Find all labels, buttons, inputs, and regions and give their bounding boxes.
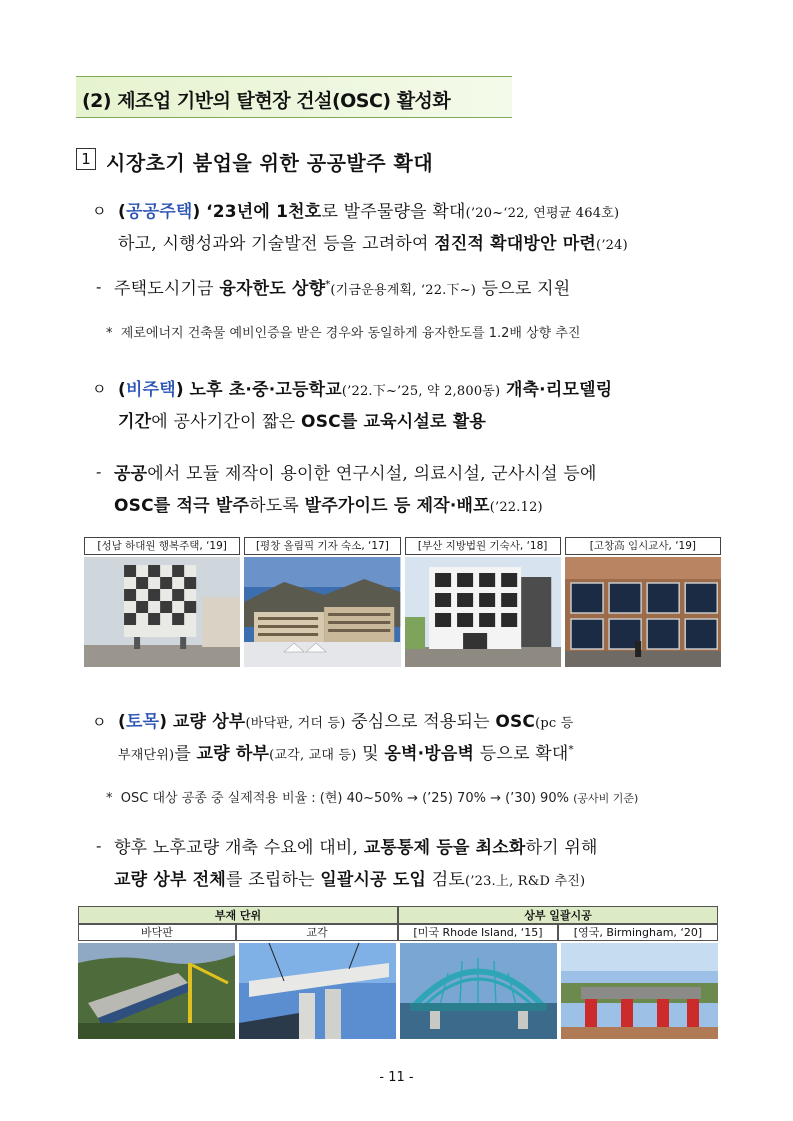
circle-bullet: ㅇ (92, 713, 107, 731)
photo-pier (239, 943, 396, 1039)
bold-text: 개축·리모델링 (505, 380, 613, 400)
photo-birmingham-bridge (561, 943, 718, 1039)
bridge-osc-table (78, 906, 718, 941)
paragraph-civil-line2 (118, 739, 574, 764)
bold-text: 일괄시공 도입 (320, 870, 427, 890)
star-bullet: * (106, 791, 113, 806)
small-text: (’23.上, R&D 추진) (465, 874, 586, 889)
bold-text: 융자한도 상향 (219, 279, 326, 299)
circle-bullet: ㅇ (92, 380, 107, 398)
table-subheader: [미국 Rhode Island, ‘15] (398, 924, 558, 941)
table-subheader: 바닥판 (78, 924, 236, 941)
bold-text: 교통통제 등을 최소화 (363, 838, 526, 858)
text: 를 (174, 744, 197, 764)
note-text: OSC 대상 공종 중 실제적용 비율 : (현) 40~50% → (’25) 70% → (’30) 90% (120, 791, 569, 806)
photo-caption: [부산 지방법원 기숙사, ‘18] (405, 537, 561, 555)
table-subheader-row (78, 924, 718, 941)
text: 등으로 확대 (474, 744, 569, 764)
bold-text: OSC를 교육시설로 활용 (301, 412, 487, 432)
footnote-zero-energy (106, 322, 581, 341)
bold-text: 공공 (114, 464, 148, 484)
tag-close: ) (192, 202, 201, 222)
paragraph-civil-line1 (118, 707, 573, 732)
note-small-text: (공사비 기준) (573, 792, 639, 805)
table-header-row (78, 906, 718, 924)
bold-text: OSC를 적극 발주 (114, 496, 250, 516)
bold-text: ‘23년에 1천호 (206, 202, 322, 222)
paragraph-public-housing-line2 (118, 229, 628, 254)
text: 하기 위해 (525, 838, 598, 858)
photo-caption: [고창高 임시교사, ‘19] (565, 537, 721, 555)
bold-text: 발주가이드 등 제작·배포 (304, 496, 490, 516)
section-title: (2) 제조업 기반의 탈현장 건설(OSC) 활성화 (82, 90, 451, 112)
page-number: - 11 - (379, 1070, 414, 1085)
paragraph-public-facilities-line2 (114, 491, 543, 516)
photo-rhode-island-arch (400, 943, 557, 1039)
small-text: (기금운용계획, ‘22.下~) (330, 283, 477, 298)
small-text: (’20~‘22, 연평균 464호) (465, 206, 620, 221)
tag-open: ( (118, 202, 126, 222)
bold-text: OSC (495, 712, 536, 732)
table-header-batch-construction: 상부 일괄시공 (398, 906, 718, 924)
photo-captions-row (84, 537, 721, 555)
subsection-number: 1 (76, 148, 96, 170)
table-subheader: [영국, Birmingham, ‘20] (558, 924, 718, 941)
bold-text: 점진적 확대방안 마련 (434, 234, 597, 254)
photo-temporary-school (565, 557, 721, 667)
paragraph-fund-support (114, 274, 570, 299)
bold-text: 노후 초·중·고등학교 (189, 380, 342, 400)
text: 중심으로 적용되는 (345, 712, 496, 732)
photo-caption: [평창 올림픽 기자 숙소, ‘17] (244, 537, 400, 555)
photo-olympic-press-housing (244, 557, 400, 667)
text: 를 조립하는 (225, 870, 321, 890)
bold-text: 교량 상부 전체 (114, 870, 226, 890)
paragraph-non-housing-line2 (118, 407, 486, 432)
tag-open: ( (118, 712, 126, 732)
paragraph-public-housing-line1 (118, 197, 619, 222)
footnote-mark: * (325, 279, 331, 291)
text: 주택도시기금 (114, 279, 220, 299)
text: 검토 (426, 870, 466, 890)
text: 에서 모듈 제작이 용이한 연구시설, 의료시설, 군사시설 등에 (147, 464, 597, 484)
paragraph-bridge-line1 (114, 833, 598, 858)
dash-bullet: - (96, 837, 102, 855)
paragraph-bridge-line2 (114, 865, 585, 890)
photos-row-bridges (78, 943, 718, 1039)
photo-deck-slab (78, 943, 235, 1039)
bold-text: 옹벽·방음벽 (384, 744, 475, 764)
star-bullet: * (106, 326, 113, 341)
small-text: 부재단위) (118, 748, 175, 763)
photo-happy-housing (84, 557, 240, 667)
text: 하고, 시행성과와 기술발전 등을 고려하여 (118, 234, 435, 254)
table-subheader: 교각 (236, 924, 398, 941)
small-text: (’22.12) (489, 500, 543, 515)
small-text: (’22.下~’25, 약 2,800동) (341, 384, 501, 399)
small-text: (pc 등 (535, 716, 574, 731)
dash-bullet: - (96, 463, 102, 481)
text: 향후 노후교량 개축 수요에 대비, (114, 838, 364, 858)
tag-close: ) (159, 712, 168, 732)
small-text: (교각, 교대 등) (269, 748, 357, 763)
tag-non-housing: 비주택 (125, 380, 176, 400)
text: 및 (356, 744, 385, 764)
footnote-osc-ratio (106, 787, 638, 806)
tag-civil: 토목 (125, 712, 160, 732)
dash-bullet: - (96, 278, 102, 296)
circle-bullet: ㅇ (92, 202, 107, 220)
bold-text: 교량 하부 (196, 744, 270, 764)
table-header-member-unit: 부재 단위 (78, 906, 398, 924)
small-text: (바닥판, 거더 등) (245, 716, 346, 731)
text: 하도록 (249, 496, 305, 516)
paragraph-public-facilities-line1 (114, 459, 597, 484)
small-text: (’24) (596, 238, 628, 253)
text: 에 공사기간이 짧은 (151, 412, 302, 432)
photo-court-dormitory (405, 557, 561, 667)
note-text: 제로에너지 건축물 예비인증을 받은 경우와 동일하게 융자한도를 1.2배 상향 추진 (120, 326, 581, 341)
photo-caption: [성남 하대원 행복주택, ‘19] (84, 537, 240, 555)
photos-row-buildings (84, 557, 721, 667)
text: 로 발주물량을 확대 (321, 202, 466, 222)
subsection-title: 시장초기 붐업을 위한 공공발주 확대 (106, 151, 434, 175)
footnote-mark: * (568, 744, 574, 756)
tag-public-housing: 공공주택 (125, 202, 193, 222)
text: 등으로 지원 (476, 279, 571, 299)
tag-open: ( (118, 380, 126, 400)
paragraph-non-housing-line1 (118, 375, 612, 400)
bold-text: 교량 상부 (172, 712, 246, 732)
bold-text: 기간 (118, 412, 152, 432)
tag-close: ) (175, 380, 184, 400)
